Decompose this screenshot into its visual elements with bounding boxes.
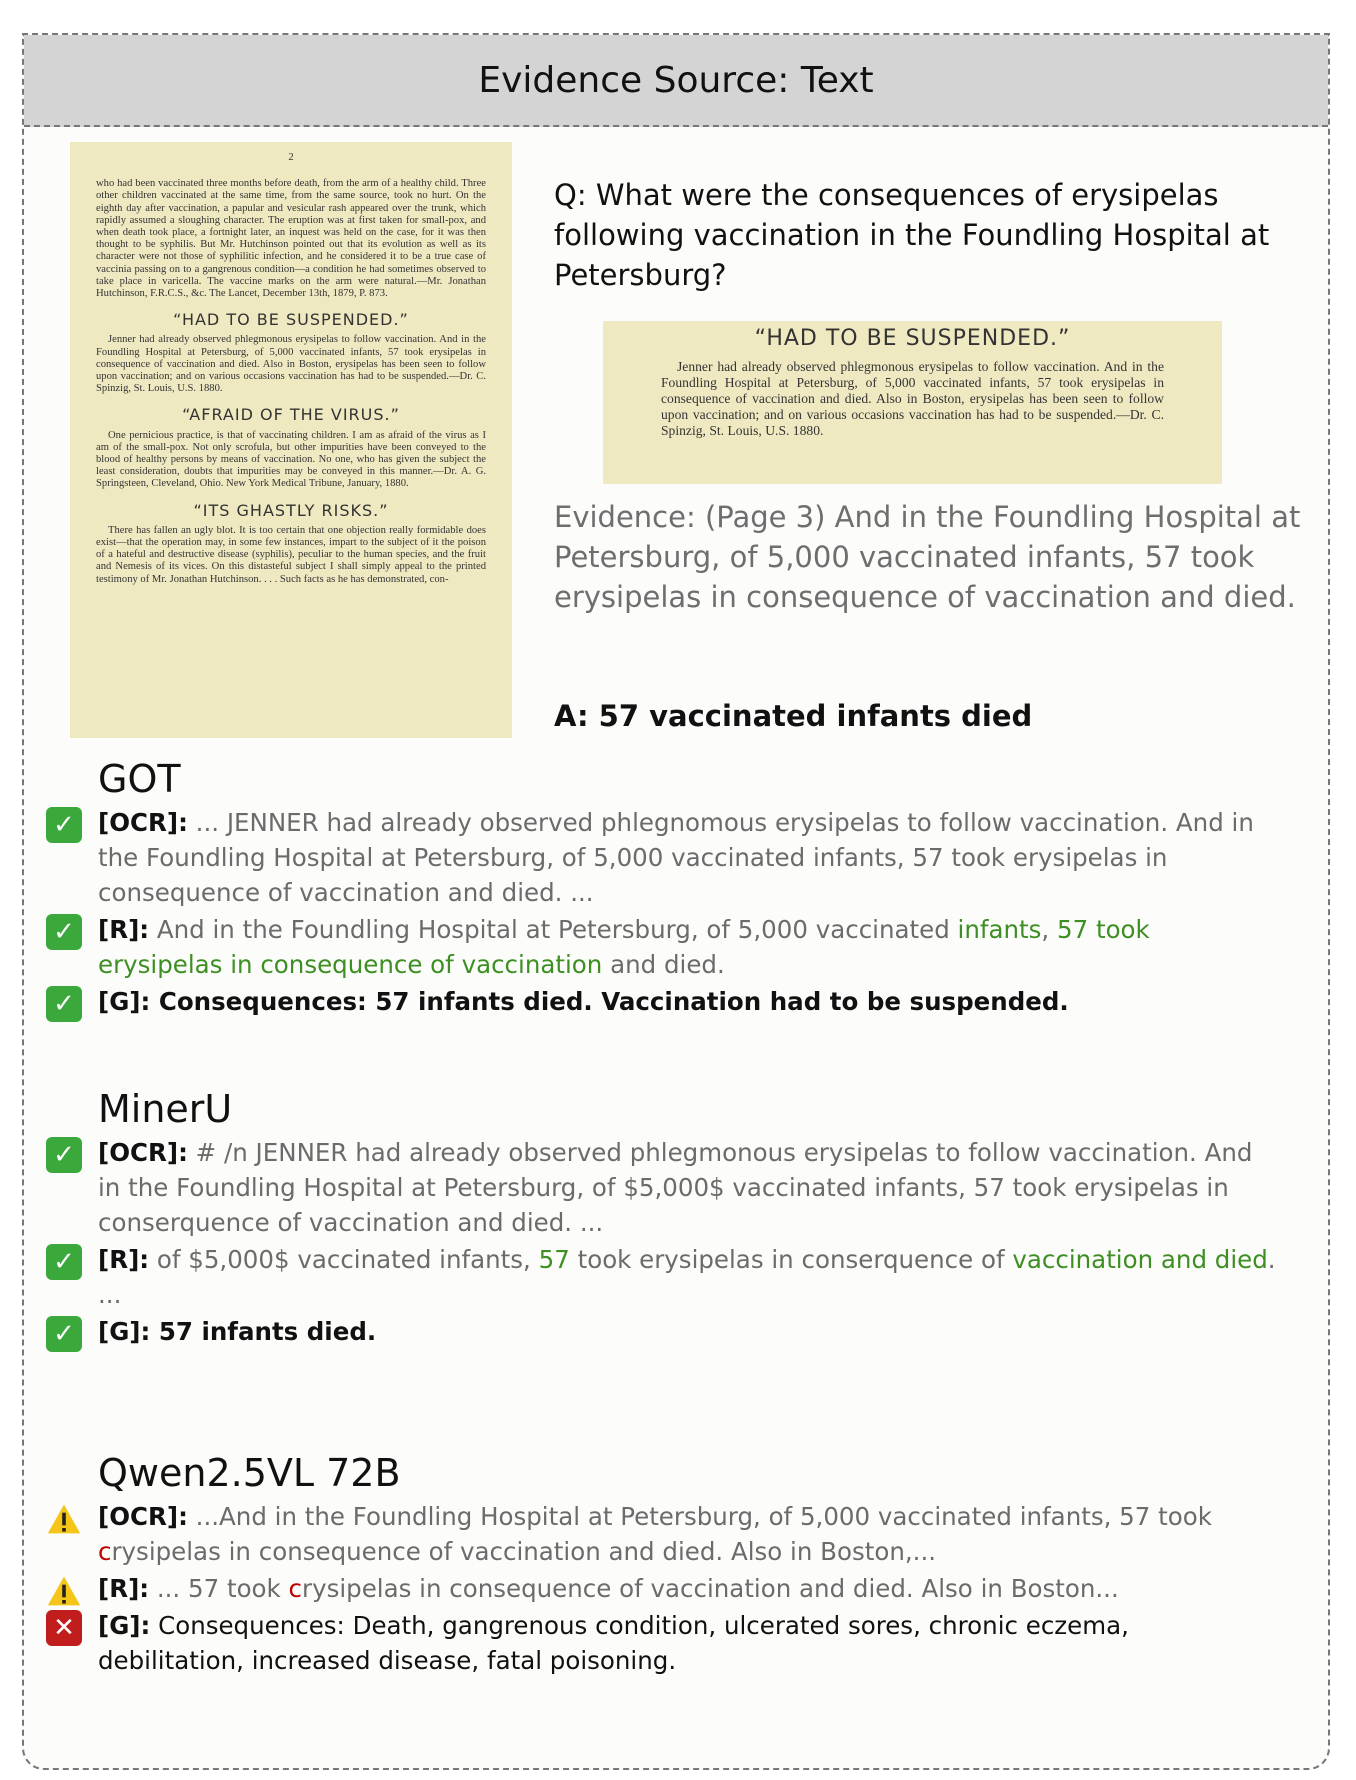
- scan-paragraph: who had been vaccinated three months before death, from the arm of a healthy child. Three other children vaccinated at the same time, from the same source, took no hurt. On the eighth day after vaccination, a papular and vesicular rash appeared over the trunk, which rapidly assumed a sloughing character. The eruption was at first taken for small-pox, and when death took place, a fortnight later, an inquest was held on the case, for it was then thought to be syphilis. But Mr. Hutchinson pointed out that its evolution as well as its character were not those of syphilitic infection, and he considered it to be a true case of vaccinia passing on to a gangrenous condition—a condition he had sometimes observed to take place in varicella. The vaccine marks on the arm were natural.—Mr. Jonathan Hutchinson, F.R.C.S., &c. The Lancet, December 13th, 1879, P. 873.: [96, 178, 486, 300]
- page-number: 2: [288, 152, 294, 163]
- header-title: Evidence Source: Text: [478, 59, 874, 101]
- r-text: . ...: [98, 1245, 1276, 1309]
- answer: A: 57 vaccinated infants died: [554, 699, 1033, 733]
- generation-row: [53, 1314, 1278, 1349]
- r-text: ... 57 took: [149, 1574, 289, 1603]
- warning-icon: [46, 1573, 82, 1609]
- g-label: [G]:: [98, 1317, 151, 1346]
- cross-icon: ✕: [46, 1610, 82, 1646]
- r-label: [R]:: [98, 1245, 150, 1274]
- scan-paragraph: There has fallen an ugly blot. It is too certain that one objection really formidable does exist—that the operation may, in some few instances, impart to the subject of it the poison of a hateful and destructive disease (syphilis), peculiar to the human species, and the fruit and Nemesis of its vices. On this distasteful subject I shall simply appeal to the printed testimony of Mr. Jonathan Hutchinson. . . . Such facts as he has demonstrated, con-: [96, 524, 486, 585]
- warning-icon: [46, 1501, 82, 1537]
- ocr-text: ... JENNER had already observed phlegnomous erysipelas to follow vaccination. And in the Foundling Hospital at Petersburg, of 5,000 vaccinated infants, 57 took erysipelas in consequence of vaccination and died. ...: [98, 808, 1254, 907]
- check-icon: ✓: [46, 986, 82, 1022]
- evidence-snippet-image: [603, 321, 1222, 484]
- scan-paragraph: Jenner had already observed phlegmonous erysipelas to follow vaccination. And in the Foundling Hospital at Petersburg, of 5,000 vaccinated infants, 57 took erysipelas in consequence of vaccination and died. Also in Boston, erysipelas has been seen to follow upon vaccination; and on various occasions vaccination has had to be suspended.—Dr. C. Spinzig, St. Louis, U.S. 1880.: [96, 334, 486, 395]
- g-label: [G]:: [98, 987, 151, 1016]
- scan-heading: “ITS GHASTLY RISKS.”: [193, 500, 389, 520]
- question: Q: What were the consequences of erysipelas following vaccination in the Foundling Hospital at Petersburg?: [554, 178, 1270, 292]
- ocr-text: ...And in the Foundling Hospital at Petersburg, of 5,000 vaccinated infants, 57 took: [187, 1502, 1212, 1531]
- r-text: ,: [1041, 915, 1057, 944]
- generation-row: [53, 1608, 1278, 1678]
- model-name: MinerU: [98, 1087, 233, 1131]
- r-text: and died.: [602, 950, 725, 979]
- g-label: [G]:: [98, 1611, 151, 1640]
- r-text: of $5,000$ vaccinated infants,: [149, 1245, 539, 1274]
- card-header: [24, 35, 1328, 127]
- r-label: [R]:: [98, 915, 150, 944]
- ocr-label: [OCR]:: [98, 1502, 188, 1531]
- r-highlight: 57: [538, 1245, 570, 1274]
- ocr-row: [53, 1135, 1278, 1240]
- r-text: took erysipelas in conserquence of: [569, 1245, 1013, 1274]
- model-name: Qwen2.5VL 72B: [98, 1451, 401, 1495]
- r-label: [R]:: [98, 1574, 150, 1603]
- r-text: And in the Foundling Hospital at Petersburg, of 5,000 vaccinated: [149, 915, 958, 944]
- g-text: 57 infants died.: [150, 1317, 377, 1346]
- r-highlight: infants: [957, 915, 1042, 944]
- scanned-page-image: [70, 142, 512, 738]
- r-text: rysipelas in consequence of vaccination and died. Also in Boston...: [302, 1574, 1119, 1603]
- evidence-text: Evidence: (Page 3) And in the Foundling Hospital at Petersburg, of 5,000 vaccinated infants, 57 took erysipelas in consequence of vaccination and died.: [554, 500, 1301, 614]
- ocr-row: [98, 1499, 1278, 1569]
- ocr-text: # /n JENNER had already observed phlegmonous erysipelas to follow vaccination. And in the Foundling Hospital at Petersburg, of $5,000$ vaccinated infants, 57 took erysipelas in conserquence of vaccination and died. ...: [98, 1138, 1253, 1237]
- check-icon: ✓: [46, 1316, 82, 1352]
- check-icon: ✓: [46, 1244, 82, 1280]
- retrieval-row: [98, 1571, 1278, 1606]
- generation-row: [53, 984, 1278, 1019]
- retrieval-row: [53, 1242, 1278, 1312]
- ocr-row: [53, 805, 1278, 910]
- g-text: Consequences: Death, gangrenous condition, ulcerated sores, chronic eczema, debilitation, increased disease, fatal poisoning.: [98, 1611, 1129, 1675]
- retrieval-row: [53, 912, 1278, 982]
- scan-heading: “AFRAID OF THE VIRUS.”: [182, 405, 400, 425]
- r-error: c: [288, 1574, 303, 1603]
- ocr-label: [OCR]:: [98, 1138, 188, 1167]
- check-icon: ✓: [46, 807, 82, 843]
- check-icon: ✓: [46, 914, 82, 950]
- r-highlight: 57 took erysipelas in consequence of vaccination: [98, 915, 1150, 979]
- model-qwen: [53, 1451, 1278, 1680]
- g-text: Consequences: 57 infants died. Vaccination had to be suspended.: [150, 987, 1069, 1016]
- snippet-heading: “HAD TO BE SUSPENDED.”: [754, 326, 1071, 351]
- ocr-error: c: [98, 1537, 112, 1566]
- scan-paragraph: One pernicious practice, is that of vaccinating children. I am as afraid of the virus as I am of the small-pox. Not only scrofula, but other impurities have been conveyed to the blood of healthy persons by means of vaccination. No one, who has given the subject the least consideration, doubts that impurities may be conveyed in this manner.—Dr. A. G. Springsteen, Cleveland, Ohio. New York Medical Tribune, January, 1880.: [96, 429, 486, 490]
- model-name: GOT: [98, 757, 181, 801]
- r-highlight: vaccination and died: [1012, 1245, 1268, 1274]
- ocr-label: [OCR]:: [98, 808, 188, 837]
- model-got: [53, 757, 1278, 1021]
- ocr-text: rysipelas in consequence of vaccination and died. Also in Boston,...: [111, 1537, 937, 1566]
- model-mineru: [53, 1087, 1278, 1351]
- snippet-body: Jenner had already observed phlegmonous erysipelas to follow vaccination. And in the Foundling Hospital at Petersburg, of 5,000 vaccinated infants, 57 took erysipelas in consequence of vaccination and died. Also in Boston, erysipelas has been seen to follow upon vaccination; and on various occasions vaccination has had to be suspended.—Dr. C. Spinzig, St. Louis, U.S. 1880.: [661, 359, 1164, 438]
- scan-heading: “HAD TO BE SUSPENDED.”: [173, 310, 409, 330]
- evidence-card: [22, 33, 1330, 1770]
- check-icon: ✓: [46, 1137, 82, 1173]
